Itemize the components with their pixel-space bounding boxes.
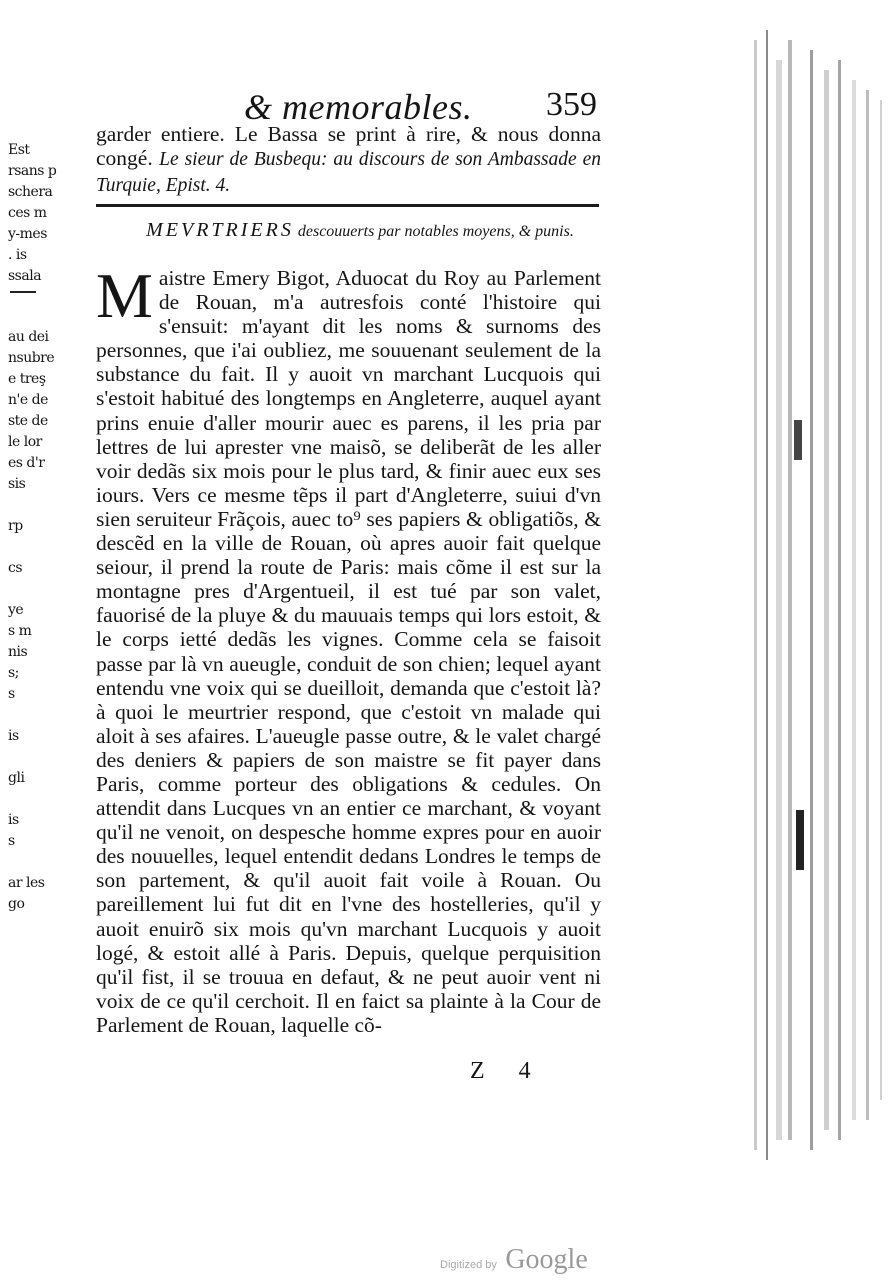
margin-fragment	[8, 579, 46, 600]
gutter-line-10	[880, 100, 882, 1100]
margin-fragment: nsubre	[8, 350, 55, 366]
margin-fragment: ssala	[8, 268, 42, 284]
margin-fragment: es d'r	[8, 455, 45, 471]
margin-fragment: le lor	[8, 434, 42, 450]
margin-fragment: sis	[8, 476, 26, 492]
chapter-title	[140, 218, 580, 244]
margin-fragment: rp	[8, 518, 23, 534]
adjacent-page-margin	[8, 140, 57, 915]
gutter-line-3	[776, 60, 782, 1140]
margin-fragment: is	[8, 728, 19, 744]
margin-fragment	[8, 852, 46, 873]
margin-fragment	[8, 705, 46, 726]
gutter-mark-1	[794, 420, 802, 460]
chapter-title-caps: MEVRTRIERS	[146, 219, 294, 241]
page-number: 359	[546, 86, 597, 123]
margin-fragment	[8, 789, 46, 810]
margin-gap	[8, 299, 46, 327]
margin-fragment: au dei	[8, 329, 49, 345]
margin-fragment	[8, 537, 46, 558]
margin-fragment: Est	[8, 142, 30, 158]
gutter-line-2	[766, 30, 768, 1160]
margin-fragment: cs	[8, 560, 23, 576]
margin-fragments-bottom	[8, 327, 55, 915]
digitization-watermark	[440, 1244, 588, 1276]
margin-fragments-top	[8, 140, 57, 287]
drop-cap: M	[96, 260, 153, 331]
margin-fragment: s m	[8, 623, 32, 639]
gutter-line-8	[852, 80, 856, 1120]
margin-fragment: n'e de	[8, 392, 48, 408]
margin-fragment: ces m	[8, 205, 47, 221]
margin-fragment	[8, 747, 46, 768]
margin-fragment: ye	[8, 602, 24, 618]
chapter-body	[96, 260, 601, 1037]
margin-fragment: rsans p	[8, 163, 57, 179]
page-header	[96, 80, 601, 126]
margin-fragment: gli	[8, 770, 25, 786]
margin-fragment: go	[8, 896, 25, 912]
chapter-title-rest: descouuerts par notables moyens, & punis.	[297, 223, 574, 240]
margin-fragment: . is	[8, 247, 27, 263]
previous-entry-end	[96, 122, 601, 198]
gutter-line-7	[838, 60, 841, 1140]
margin-fragment	[8, 495, 46, 516]
gutter-line-4	[788, 40, 792, 1140]
margin-fragment: y-mes	[8, 226, 47, 242]
margin-fragment: s;	[8, 665, 19, 681]
previous-entry-text: garder entiere. Le Bassa se print à rire, & nous donna congé.	[96, 122, 601, 170]
margin-fragment: is	[8, 812, 19, 828]
watermark-brand: Google	[505, 1244, 588, 1275]
gutter-noise-svg	[742, 0, 893, 1280]
gutter-mark-2	[796, 810, 804, 870]
signature-mark: Z 4	[470, 1058, 545, 1084]
margin-fragment: e treş	[8, 371, 46, 387]
margin-rule	[10, 291, 36, 293]
gutter-line-5	[810, 50, 813, 1150]
previous-entry-citation: Le sieur de Busbequ: au discours de son Ambassade en Turquie, Epist. 4.	[96, 149, 602, 196]
gutter-line-9	[866, 90, 869, 1120]
watermark-label: Digitized by	[440, 1259, 497, 1271]
margin-fragment: s	[8, 686, 15, 702]
margin-fragment: ste de	[8, 413, 48, 429]
gutter-line-6	[824, 70, 829, 1130]
page-gutter-shadow	[742, 0, 893, 1280]
running-head: & memorables.	[244, 87, 473, 127]
margin-fragment: s	[8, 833, 15, 849]
margin-fragment: nis	[8, 644, 28, 660]
margin-fragment: schera	[8, 184, 53, 200]
chapter-paragraph: aistre Emery Bigot, Aduocat du Roy au Parlement de Rouan, m'a autresfois conté l'histoire qui s'ensuit: m'ayant dit les noms & surnoms des personnes, que i'ai oubliez, me souuenant seulement de la substance du fait. Il y auoit vn marchant Lucquois qui s'estoit habitué des longtemps en Angleterre, auquel ayant prins enuie d'aller mourir auec es parens, il les pria par lettres de lui aprester vne maisõ, se deliberãt de les aller voir dedãs six mois pour le plus tard, & finir auec eux ses iours. Vers ce mesme tẽps il part d'Angleterre, suiui d'vn sien seruiteur Frãçois, auec to⁹ ses papiers & obligatiõs, & descẽd en la ville de Rouan, où apres auoir fait quelque seiour, il prend la route de Paris: mais cõme il est sur la montagne pres d'Argentueil, il est tué par son valet, fauorisé de la pluye & du mauuais temps qui lors estoit, & le corps ietté dedãs les vignes. Comme cela se faisoit passe par là vn aueugle, conduit de son chien; lequel ayant entendu vne voix qui se dueilloit, demanda que c'estoit là? à quoi le meurtrier respond, que c'estoit vn malade qui aloit à ses afaires. L'aueugle passe outre, & le valet chargé des deniers & papiers de son maistre se fit payer dans Paris, comme porteur des obligations & cedules. On attendit dans Lucques vn an entier ce marchant, & voyant qu'il ne venoit, on despesche homme expres pour en auoir des nouuelles, lequel entendit dedans Londres le temps de son partement, & qu'il auoit fait voile à Rouan. Ou pareillement lui fut dit en l'vne des hostelleries, qu'il y auoit enuirõ six mois qu'vn marchant Lucquois y auoit logé, & estoit allé à Paris. Depuis, quelque perquisition qu'il fist, il se trouua en defaut, & ne peut auoir vent ni voix de ce qu'il cerchoit. Il en faict sa plainte à la Cour de Parlement de Rouan, laquelle cõ-	[96, 266, 601, 1037]
section-divider	[96, 204, 599, 207]
gutter-line-1	[754, 40, 757, 1150]
margin-fragment: ar les	[8, 875, 45, 891]
